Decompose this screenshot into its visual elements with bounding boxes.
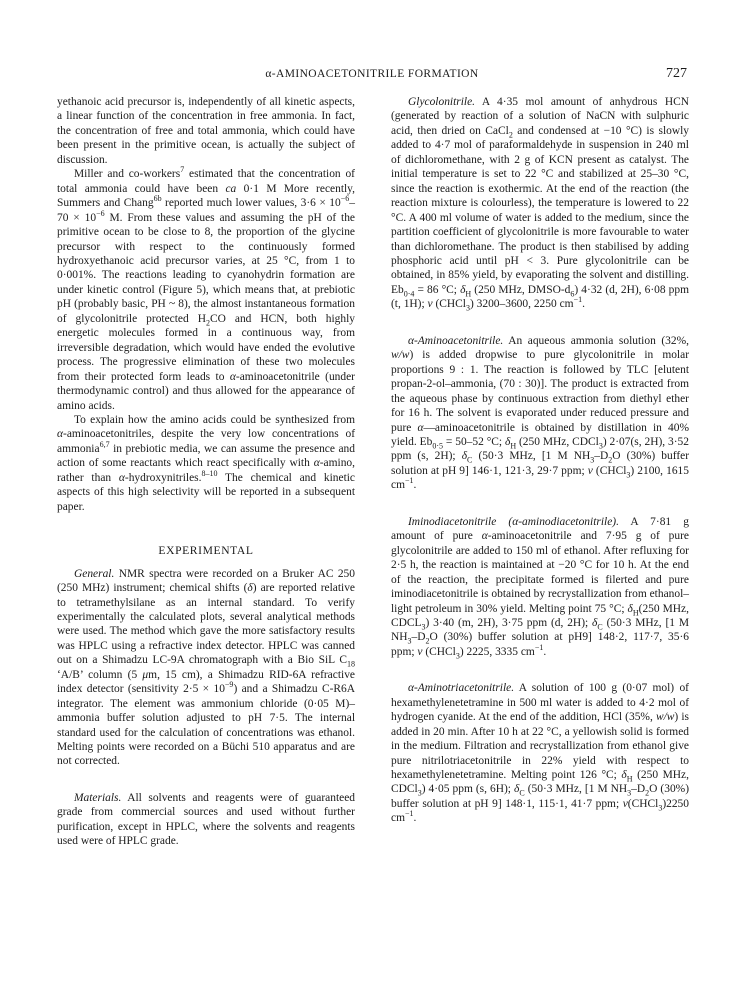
superscript: −6 [96,208,105,218]
italic-text: ν [587,464,593,477]
text-run: ) 2100, 1615 cm [391,464,689,492]
subscript: C [519,788,525,798]
text-run: -aminoacetonitrile and 7·95 g of pure glycolonitrile are added to 150 ml of ethanol. After refluxing for 2·5 h, the reaction is maintained at −20 °C for 10 h. At the end of the reaction, the precipitate formed is filerted and pure iminodiacetonitrile is obtained by recrystallization from ethanol–light petroleum in 30% yield. Melting point 75 °C; [391,530,689,615]
subscript: 3 [658,803,663,813]
paragraph [57,791,355,849]
text-run: Miller and co-workers [74,168,181,181]
subscript: 3 [417,788,422,798]
text-run: estimated that the concentration of total ammonia could have been [57,168,355,195]
superscript: −1 [404,809,414,819]
paragraph [57,167,355,413]
text-run: reported much lower values, 3·6 × 10 [161,197,341,210]
superscript: −1 [534,643,544,653]
text-run: A solution of 100 g (0·07 mol) of hexamethylenetetramine in 500 ml water is added to 4·2 mol of hydrogen cyanide. At the end of the addition, HCl (35%, [391,682,689,724]
text-run: . [582,298,585,311]
text-run: (250 MHz, CDCl [516,435,599,448]
subscript: C [597,622,603,632]
italic-text: δ [460,283,466,296]
text-run: ) and a Shimadzu C-R6A integrator. The element was ammonium chloride (0·05 M)–ammonia buffer solution adjusted to pH 7·5. The internal standard used for the calculation of concentrations was ethanol. Melting points were recorded on a Büchi 510 apparatus and are not corrected. [57,683,355,768]
text-run: –D [631,783,646,796]
paragraph [57,95,355,167]
text-run: ) are reported relative to tetramethylsilane as an internal standard. To verify experimentally the calculated plots, several analytical methods were used. The method which gave the more satisfactory results was HPLC using a refractive index detector. HPLC was canned out on a Shimadzu LC-9A chromatograph with a Bio SiL C [57,582,355,667]
text-run: . [413,812,417,825]
text-run: 0·1 M More recently, Summers and Chang [57,182,356,210]
text-run: ) 4·32 (d, 2H), 6·08 ppm (t, 1H); [391,283,689,311]
superscript: 8–10 [201,468,218,478]
subscript: H [632,607,639,617]
subscript: 18 [347,659,355,669]
italic-text: α [118,471,125,484]
italic-text: α [313,457,320,470]
text-run: . [413,479,417,492]
paragraph [391,95,689,312]
italic-text: δ [505,435,511,448]
italic-text: δ [514,783,520,796]
italic-text: α [481,530,488,543]
text-run: –D [594,450,609,463]
italic-text: ν [427,298,433,311]
text-run: NMR spectra were recorded on a Bruker AC 250 (250 MHz) instrument; chemical shifts ( [57,567,355,595]
italic-text: δ [592,616,598,629]
superscript: −1 [573,295,583,305]
running-title: α-AMINOACETONITRILE FORMATION [265,68,479,80]
text-run: (CHCl [627,797,659,810]
text-run: A 4·35 mol amount of anhydrous HCN (generated by reaction of a solution of NaCN with sulphuric acid, then dried on CaCl [391,96,689,137]
subscript: H [465,289,472,299]
text-run: and condensed at −10 °C) is slowly added to 4·7 mol of paraformaldehyde in suspension in 240 ml of dichloromethane, with 2 g of KCN present as catalyst. The initial temperature is set to 22 °C and stabilized at 25–30 °C, since the reaction is exothermic. At the end of the reaction (the reaction mixture is colourless), the temperature is lowered to 22 °C. A 400 ml volume of water is added to the medium, since the partition coefficient of glycolonitrile is more favourable to water than dichloromethane. The product is then stabilised by adding phosphoric acid until pH < 3. Pure glycolonitrile can be obtained, in 85% yield, by evaporating the solvent and distilling. Eb [391,124,689,296]
left-column [57,95,355,849]
text-run: in prebiotic media, we can assume the presence and action of some reactants which react specifically with [57,442,355,470]
subscript: 3 [455,651,460,661]
italic-text: δ [627,602,633,615]
paragraph [391,681,689,826]
italic-text: δ [461,450,468,463]
text-run: All solvents and reagents were of guaranteed grade from commercial sources and used without further purification, except in HPLC, where the solvents and reagents used were of HPLC grade. [57,791,355,848]
italic-text: Glycolonitrile. [408,96,476,108]
italic-text: α-Aminotriacetonitrile. [408,682,515,695]
subscript: 3 [590,455,595,465]
text-run: . [543,645,547,658]
subscript: 3 [465,303,470,313]
italic-text: μ [142,668,149,681]
text-run: )2250 cm [391,797,689,825]
subscript: 0·4 [403,289,415,299]
subscript: 3 [407,636,412,646]
subscript: 3 [626,470,631,480]
text-run: (CHCl [592,464,627,477]
text-run: yethanoic acid precursor is, independently of all kinetic aspects, a linear function of the concentration in free ammonia. In fact, the concentration of free and total ammonia, which could have been present in the primitive ocean, is actually the subject of discussion. [57,96,355,166]
text-run: ) is added dropwise to pure glycolonitrile in molar proportions 9 : 1. The reaction is followed by TLC [elutent propan-2-ol–ammonia, (70 : 30)]. The product is extracted from the aqueous phase by continuous extraction from diethyl ether for 16 h. The solvent is evaporated under reduced pressure and pure [391,349,689,434]
subscript: C [467,455,473,465]
text-run: = 50–52 °C; [443,435,505,448]
italic-text: α [57,428,64,441]
text-run: (CHCl [432,298,466,311]
text-run: ) 2·07(s, 2H), 3·52 ppm (s, 2H); [391,435,689,463]
subscript: 6 [570,289,575,299]
paragraph [391,515,689,660]
subscript: 2 [608,455,613,465]
text-run: CO and HCN, both highly energetic molecules formed in a continuous way, from irreversible degradation, which would have ended the evolutive process. The progressive elimination of these two molecules from their protected form leads to [57,312,355,383]
italic-text: ν [622,797,628,810]
text-run: ) 4·05 ppm (s, 6H); [421,783,515,796]
text-run: (250 MHz, DMSO-d [471,283,571,296]
paragraph [57,413,355,514]
text-run: -amino, rather than [57,457,355,484]
text-run: M. From these values and assuming the pH of the primitive ocean to be close to 8, the proportion of the glycine precursor with respect to the continuously formed hydroxyethanoic acid precursor varies, at 25 °C, from 1 to 0·001%. The reactions leading to cyanohydrin formation are under kinetic control (Figure 5), which means that, at prebiotic pH (probably basic, PH ~ 8), the almost instantaneous formation of glycolonitrile protected H [57,211,356,325]
text-run: O (30%) buffer solution at pH 9] 148·1, 115·1, 41·7 ppm; [391,783,690,810]
right-column [391,95,689,826]
italic-text: ca [225,182,237,195]
text-run: (250 MHz, CDCl [391,769,689,796]
text-run: (250 MHz, CDCL [391,602,689,629]
text-run: O (30%) buffer solution at pH 9] 146·1, 121·3, 29·7 ppm; [391,450,690,477]
text-run: (50·3 MHz, [1 M NH [472,450,591,463]
text-run: -aminoacetonitrile (under thermodynamic control) and thus allowed for the appearance of amino acids. [57,370,355,412]
text-run: = 86 °C; [414,283,461,296]
subscript: 3 [421,622,426,632]
section-heading: EXPERIMENTAL [158,544,254,558]
italic-text: α-Aminoacetonitrile. [408,334,504,347]
subscript: H [510,441,517,451]
italic-text: ν [417,645,423,658]
italic-text: α [229,370,236,383]
text-run: The chemical and kinetic aspects of this high selectivity will be reported in a subsequent paper. [57,471,355,513]
italic-text: w/w [655,711,675,724]
superscript: −6 [340,194,350,204]
superscript: −9 [224,680,234,690]
superscript: 6,7 [99,440,110,450]
text-run: —aminoacetonitrile is obtained by distillation in 40% yield. Eb [391,421,689,448]
text-run: (50·3 MHz, [1 M NH [391,616,689,644]
italic-text: w/w [391,349,410,362]
superscript: 7 [180,165,185,175]
subscript: 0·5 [432,441,443,451]
paragraph [57,567,355,769]
text-run: ) 3200–3600, 2250 cm [469,298,574,311]
text-run: -hydroxynitriles. [124,471,202,484]
text-run: An aqueous ammonia solution (32%, [503,334,689,347]
subscript: 3 [627,788,632,798]
subscript: 2 [205,318,210,328]
subscript: 3 [598,441,603,451]
subscript: 2 [645,788,650,798]
italic-text: General. [74,567,115,580]
italic-text: Iminodiacetonitrile (α-aminodiacetonitrile). [408,515,619,528]
text-run: ) is added in 20 min. After 10 h at 22 °C, a yellowish solid is formed in the medium. Filtration and recrystallization from ethanol give pure nitrilotriacetonitrile in 22% yield with respect to hexamethylenetetramine. Melting point 126 °C; [391,711,689,782]
subscript: 2 [508,130,513,140]
italic-text: δ [247,582,253,595]
text-run: ) 3·40 (m, 2H), 3·75 ppm (d, 2H); [425,616,593,629]
text-run: ‘A/B’ column (5 [57,668,143,681]
text-run: A 7·81 g amount of pure [391,515,689,543]
text-run: To explain how the amino acids could be synthesized from [74,413,355,426]
italic-text: α [417,421,424,434]
subscript: H [626,774,633,784]
subscript: 2 [425,636,430,646]
text-run: ) 2225, 3335 cm [459,645,535,658]
page-number: 727 [666,66,687,81]
superscript: −1 [404,476,414,486]
text-run: (50·3 MHz, [1 M NH [524,783,628,796]
superscript: 6b [153,194,162,204]
italic-text: δ [621,769,627,782]
text-run: m, 15 cm), a Shimadzu RID-6A refractive index detector (sensitivity 2·5 × 10 [57,668,355,696]
text-run: (CHCl [422,645,456,658]
text-run: –D [411,631,426,644]
text-run: –70 × 10 [57,197,355,224]
paragraph [391,334,689,493]
italic-text: Materials. [74,791,122,804]
text-run: -aminoacetonitriles, despite the very low concentrations of ammonia [57,428,355,455]
running-header [0,68,744,86]
text-run: O (30%) buffer solution at pH9] 148·2, 117·7, 35·6 ppm; [391,631,689,658]
